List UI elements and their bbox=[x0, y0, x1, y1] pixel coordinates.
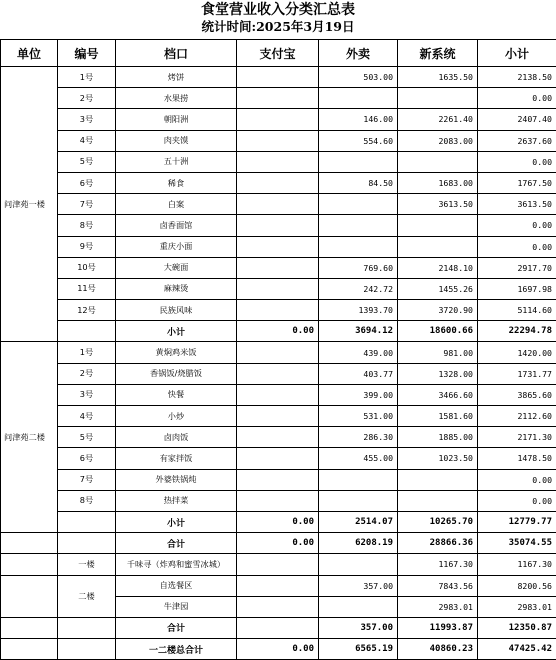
alipay-amount bbox=[237, 596, 319, 617]
alipay-amount bbox=[237, 130, 319, 151]
new-system-amount: 1683.00 bbox=[398, 172, 478, 193]
stall-name: 五十洲 bbox=[116, 151, 237, 172]
takeout-amount: 1393.70 bbox=[319, 300, 398, 321]
stall-number: 5号 bbox=[58, 151, 116, 172]
table-row bbox=[1, 88, 556, 109]
alipay-total: 0.00 bbox=[237, 639, 319, 660]
new-system-total: 28866.36 bbox=[398, 533, 478, 554]
stall-number: 6号 bbox=[58, 172, 116, 193]
subtotal-amount: 2171.30 bbox=[478, 427, 556, 448]
stall-number: 1号 bbox=[58, 342, 116, 363]
subtotal-total: 35074.55 bbox=[478, 533, 556, 554]
table-row bbox=[1, 575, 556, 596]
col-header-number: 编号 bbox=[58, 40, 116, 67]
subtotal-amount: 2112.60 bbox=[478, 406, 556, 427]
stall-name: 卤香面馆 bbox=[116, 215, 237, 236]
new-system-total: 40860.23 bbox=[398, 639, 478, 660]
table-row bbox=[1, 427, 556, 448]
stall-name: 黄焖鸡米饭 bbox=[116, 342, 237, 363]
takeout-amount: 554.60 bbox=[319, 130, 398, 151]
table-row bbox=[1, 130, 556, 151]
alipay-amount bbox=[237, 172, 319, 193]
subtotal-total: 12779.77 bbox=[478, 511, 556, 532]
total-label: 合计 bbox=[116, 533, 237, 554]
table-row bbox=[1, 67, 556, 88]
table-row bbox=[1, 194, 556, 215]
stall-number: 2号 bbox=[58, 363, 116, 384]
blank-cell bbox=[58, 321, 116, 342]
col-header-new-system: 新系统 bbox=[398, 40, 478, 67]
table-row bbox=[1, 448, 556, 469]
stall-number: 7号 bbox=[58, 194, 116, 215]
stall-name: 香锅饭/烧腊饭 bbox=[116, 363, 237, 384]
blank-cell bbox=[58, 617, 116, 638]
new-system-amount: 1167.30 bbox=[398, 554, 478, 575]
floor-label: 二楼 bbox=[58, 575, 116, 617]
alipay-amount bbox=[237, 194, 319, 215]
table-row bbox=[1, 278, 556, 299]
new-system-amount: 1328.00 bbox=[398, 363, 478, 384]
floor-label: 一楼 bbox=[58, 554, 116, 575]
takeout-amount: 503.00 bbox=[319, 67, 398, 88]
table-row bbox=[1, 469, 556, 490]
stall-name: 有家拌饭 bbox=[116, 448, 237, 469]
total-label: 合计 bbox=[116, 617, 237, 638]
subtotal-total: 22294.78 bbox=[478, 321, 556, 342]
takeout-amount: 455.00 bbox=[319, 448, 398, 469]
unit-cell: 问津苑一楼 bbox=[1, 67, 58, 342]
alipay-amount bbox=[237, 257, 319, 278]
new-system-amount bbox=[398, 490, 478, 511]
table-row bbox=[1, 300, 556, 321]
takeout-total: 357.00 bbox=[319, 617, 398, 638]
blank-cell bbox=[1, 639, 58, 660]
alipay-amount bbox=[237, 406, 319, 427]
subtotal-label: 小计 bbox=[116, 321, 237, 342]
subtotal-amount: 2138.50 bbox=[478, 67, 556, 88]
stall-name: 卤肉饭 bbox=[116, 427, 237, 448]
takeout-amount bbox=[319, 151, 398, 172]
stall-name: 小炒 bbox=[116, 406, 237, 427]
blank-cell bbox=[1, 533, 58, 554]
stall-number: 3号 bbox=[58, 384, 116, 405]
alipay-total bbox=[237, 617, 319, 638]
new-system-total: 11993.87 bbox=[398, 617, 478, 638]
new-system-total: 18600.66 bbox=[398, 321, 478, 342]
new-system-amount: 2983.01 bbox=[398, 596, 478, 617]
table-row bbox=[1, 257, 556, 278]
alipay-amount bbox=[237, 278, 319, 299]
stall-number: 12号 bbox=[58, 300, 116, 321]
subtotal-amount: 2983.01 bbox=[478, 596, 556, 617]
stall-name: 千味寻（炸鸡和蜜雪冰城） bbox=[116, 554, 237, 575]
blank-cell bbox=[1, 617, 58, 638]
col-header-alipay: 支付宝 bbox=[237, 40, 319, 67]
table-row bbox=[1, 384, 556, 405]
unit-cell: 问津苑二楼 bbox=[1, 342, 58, 533]
takeout-amount bbox=[319, 469, 398, 490]
stall-number: 5号 bbox=[58, 427, 116, 448]
takeout-amount bbox=[319, 596, 398, 617]
subtotal-amount: 5114.60 bbox=[478, 300, 556, 321]
col-header-subtotal: 小计 bbox=[478, 40, 556, 67]
stall-name: 大碗面 bbox=[116, 257, 237, 278]
stall-number: 10号 bbox=[58, 257, 116, 278]
subtotal-amount: 8200.56 bbox=[478, 575, 556, 596]
new-system-amount: 1581.60 bbox=[398, 406, 478, 427]
new-system-amount: 7843.56 bbox=[398, 575, 478, 596]
table-row bbox=[1, 109, 556, 130]
subtotal-amount: 1167.30 bbox=[478, 554, 556, 575]
stall-name: 民族风味 bbox=[116, 300, 237, 321]
stall-number: 6号 bbox=[58, 448, 116, 469]
new-system-amount: 2148.10 bbox=[398, 257, 478, 278]
alipay-amount bbox=[237, 151, 319, 172]
combined-total-row bbox=[1, 533, 556, 554]
subtotal-amount: 3613.50 bbox=[478, 194, 556, 215]
blank-cell bbox=[58, 639, 116, 660]
header-row bbox=[1, 40, 556, 67]
subtotal-amount: 0.00 bbox=[478, 469, 556, 490]
table-row bbox=[1, 342, 556, 363]
takeout-amount: 531.00 bbox=[319, 406, 398, 427]
stall-name: 外婆铁锅炖 bbox=[116, 469, 237, 490]
stall-name: 热拌菜 bbox=[116, 490, 237, 511]
subtotal-amount: 0.00 bbox=[478, 215, 556, 236]
new-system-amount: 1023.50 bbox=[398, 448, 478, 469]
alipay-amount bbox=[237, 363, 319, 384]
takeout-amount: 769.60 bbox=[319, 257, 398, 278]
stall-name: 牛津园 bbox=[116, 596, 237, 617]
subtotal-total: 12350.87 bbox=[478, 617, 556, 638]
alipay-amount bbox=[237, 300, 319, 321]
alipay-amount bbox=[237, 575, 319, 596]
subtotal-amount: 1731.77 bbox=[478, 363, 556, 384]
alipay-total: 0.00 bbox=[237, 321, 319, 342]
alipay-amount bbox=[237, 67, 319, 88]
stall-number: 4号 bbox=[58, 406, 116, 427]
takeout-amount: 84.50 bbox=[319, 172, 398, 193]
subtotal-amount: 1697.98 bbox=[478, 278, 556, 299]
stall-name: 水果捞 bbox=[116, 88, 237, 109]
blank-cell bbox=[58, 533, 116, 554]
stall-number: 8号 bbox=[58, 490, 116, 511]
col-header-stall: 档口 bbox=[116, 40, 237, 67]
new-system-amount: 1455.26 bbox=[398, 278, 478, 299]
stall-name: 麻辣烫 bbox=[116, 278, 237, 299]
subtotal-amount: 0.00 bbox=[478, 236, 556, 257]
stall-name: 烤饼 bbox=[116, 67, 237, 88]
alipay-amount bbox=[237, 88, 319, 109]
subtotal-amount: 1767.50 bbox=[478, 172, 556, 193]
new-system-amount bbox=[398, 236, 478, 257]
alipay-amount bbox=[237, 469, 319, 490]
report-subtitle: 统计时间:2025年3月19日 bbox=[0, 19, 556, 35]
stall-number: 2号 bbox=[58, 88, 116, 109]
stall-number: 3号 bbox=[58, 109, 116, 130]
takeout-amount bbox=[319, 490, 398, 511]
alipay-amount bbox=[237, 448, 319, 469]
stall-number: 1号 bbox=[58, 67, 116, 88]
subtotal-amount: 0.00 bbox=[478, 151, 556, 172]
new-system-amount: 3613.50 bbox=[398, 194, 478, 215]
alipay-amount bbox=[237, 427, 319, 448]
takeout-amount: 146.00 bbox=[319, 109, 398, 130]
alipay-amount bbox=[237, 109, 319, 130]
new-system-total: 10265.70 bbox=[398, 511, 478, 532]
table-row bbox=[1, 236, 556, 257]
report-title: 食堂营业收入分类汇总表 bbox=[0, 0, 556, 19]
takeout-amount: 439.00 bbox=[319, 342, 398, 363]
alipay-total: 0.00 bbox=[237, 533, 319, 554]
table-row bbox=[1, 490, 556, 511]
new-system-amount bbox=[398, 88, 478, 109]
takeout-amount bbox=[319, 194, 398, 215]
takeout-amount: 357.00 bbox=[319, 575, 398, 596]
alipay-amount bbox=[237, 342, 319, 363]
new-system-amount: 1885.00 bbox=[398, 427, 478, 448]
stall-number: 11号 bbox=[58, 278, 116, 299]
alipay-amount bbox=[237, 215, 319, 236]
table-row bbox=[1, 554, 556, 575]
stall-name: 朝阳洲 bbox=[116, 109, 237, 130]
col-header-unit: 单位 bbox=[1, 40, 58, 67]
subtotal-row bbox=[1, 511, 556, 532]
stall-name: 重庆小面 bbox=[116, 236, 237, 257]
subtotal-amount: 1420.00 bbox=[478, 342, 556, 363]
alipay-amount bbox=[237, 554, 319, 575]
takeout-amount: 242.72 bbox=[319, 278, 398, 299]
stall-name: 肉夹馍 bbox=[116, 130, 237, 151]
stall-number: 4号 bbox=[58, 130, 116, 151]
subtotal-amount: 2637.60 bbox=[478, 130, 556, 151]
subtotal-row bbox=[1, 321, 556, 342]
takeout-total: 3694.12 bbox=[319, 321, 398, 342]
new-system-amount: 3466.60 bbox=[398, 384, 478, 405]
new-system-amount bbox=[398, 151, 478, 172]
col-header-takeout: 外卖 bbox=[319, 40, 398, 67]
table-row bbox=[1, 363, 556, 384]
takeout-amount bbox=[319, 236, 398, 257]
takeout-amount bbox=[319, 215, 398, 236]
blank-cell bbox=[58, 511, 116, 532]
stall-name: 快餐 bbox=[116, 384, 237, 405]
table-row bbox=[1, 172, 556, 193]
subtotal-amount: 2407.40 bbox=[478, 109, 556, 130]
grand-total-row bbox=[1, 639, 556, 660]
takeout-amount: 286.30 bbox=[319, 427, 398, 448]
subtotal-amount: 3865.60 bbox=[478, 384, 556, 405]
revenue-table bbox=[0, 39, 556, 660]
new-system-amount: 2083.00 bbox=[398, 130, 478, 151]
subtotal-amount: 0.00 bbox=[478, 88, 556, 109]
alipay-amount bbox=[237, 384, 319, 405]
table-row bbox=[1, 215, 556, 236]
subtotal-total: 47425.42 bbox=[478, 639, 556, 660]
stall-name: 自选餐区 bbox=[116, 575, 237, 596]
alipay-amount bbox=[237, 236, 319, 257]
takeout-amount: 399.00 bbox=[319, 384, 398, 405]
new-system-amount: 2261.40 bbox=[398, 109, 478, 130]
table-row bbox=[1, 151, 556, 172]
new-system-amount: 3720.90 bbox=[398, 300, 478, 321]
takeout-amount: 403.77 bbox=[319, 363, 398, 384]
section3-total-row bbox=[1, 617, 556, 638]
alipay-total: 0.00 bbox=[237, 511, 319, 532]
new-system-amount bbox=[398, 469, 478, 490]
takeout-total: 2514.07 bbox=[319, 511, 398, 532]
subtotal-amount: 1478.50 bbox=[478, 448, 556, 469]
new-system-amount: 981.00 bbox=[398, 342, 478, 363]
new-system-amount bbox=[398, 215, 478, 236]
blank-cell bbox=[1, 575, 58, 617]
new-system-amount: 1635.50 bbox=[398, 67, 478, 88]
takeout-amount bbox=[319, 554, 398, 575]
stall-number: 9号 bbox=[58, 236, 116, 257]
stall-name: 稀食 bbox=[116, 172, 237, 193]
table-row bbox=[1, 406, 556, 427]
takeout-amount bbox=[319, 88, 398, 109]
subtotal-amount: 2917.70 bbox=[478, 257, 556, 278]
subtotal-amount: 0.00 bbox=[478, 490, 556, 511]
stall-number: 8号 bbox=[58, 215, 116, 236]
takeout-total: 6208.19 bbox=[319, 533, 398, 554]
stall-name: 白案 bbox=[116, 194, 237, 215]
takeout-total: 6565.19 bbox=[319, 639, 398, 660]
stall-number: 7号 bbox=[58, 469, 116, 490]
blank-cell bbox=[1, 554, 58, 575]
total-label: 一二楼总合计 bbox=[116, 639, 237, 660]
subtotal-label: 小计 bbox=[116, 511, 237, 532]
alipay-amount bbox=[237, 490, 319, 511]
